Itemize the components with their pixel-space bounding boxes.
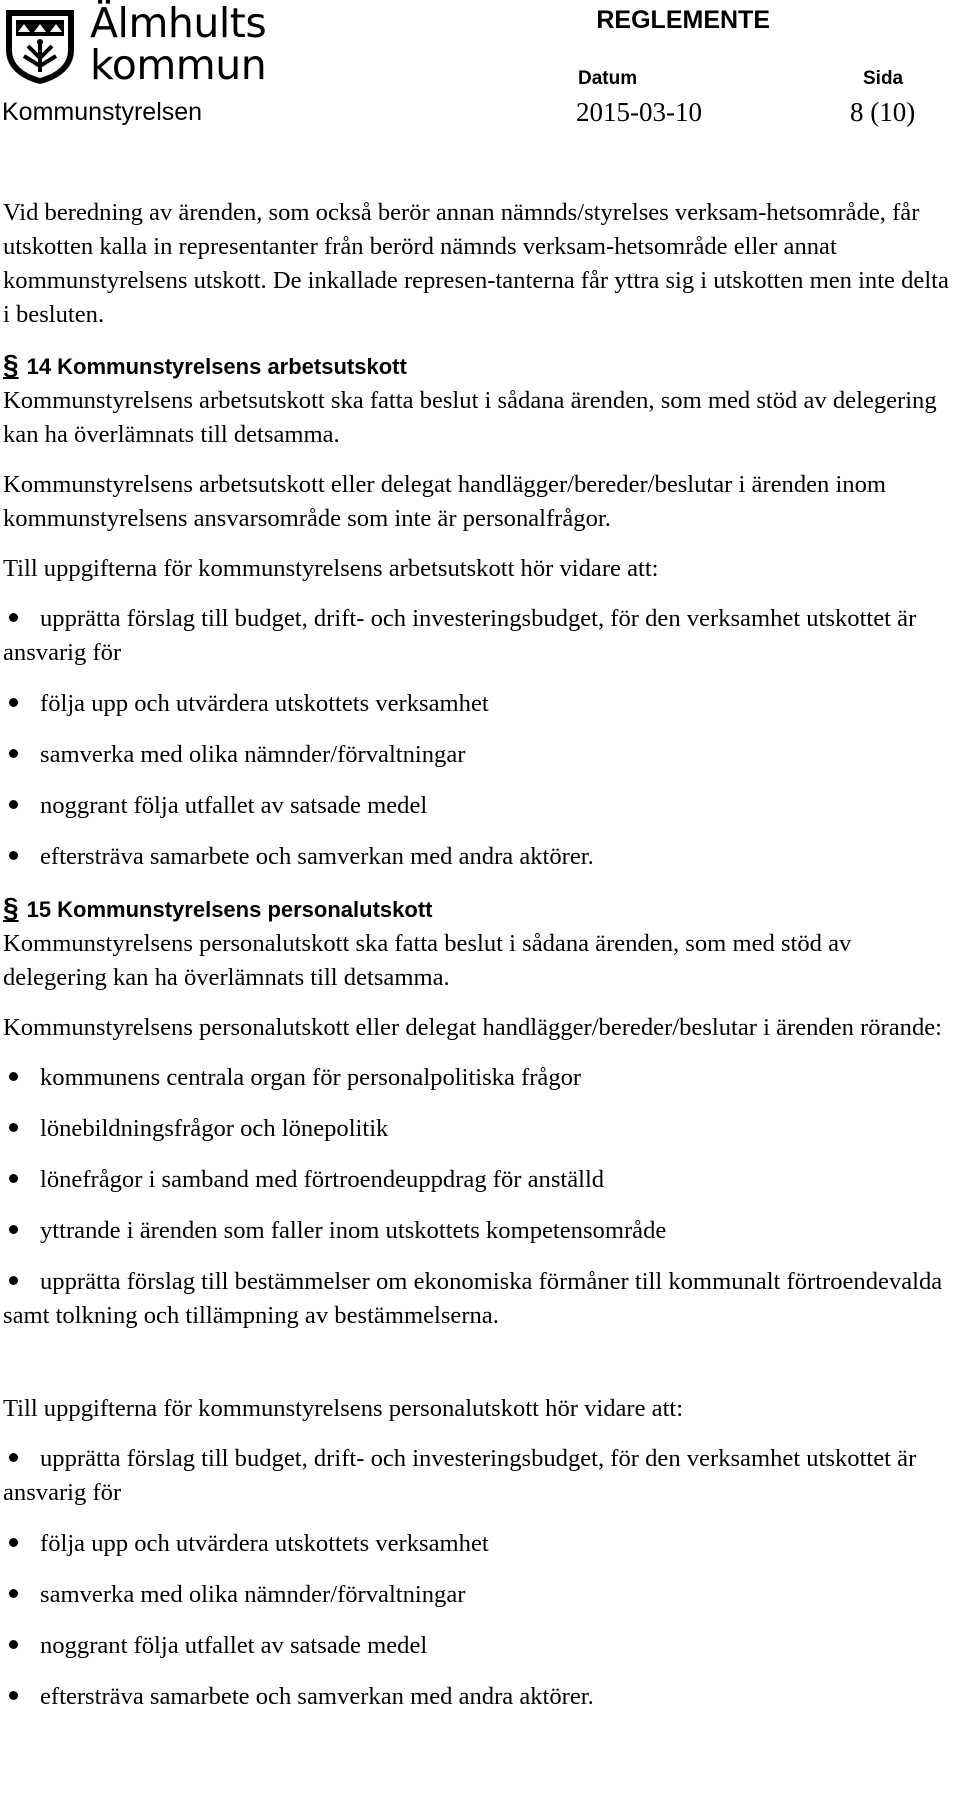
list-item-text: yttrande i ärenden som faller inom utskottets kompetensområde bbox=[40, 1217, 667, 1244]
list-item-text: noggrant följa utfallet av satsade medel bbox=[40, 792, 428, 819]
list-item bbox=[3, 1214, 953, 1248]
list-item bbox=[3, 687, 953, 721]
bullet-list bbox=[3, 1442, 953, 1714]
list-item-text: upprätta förslag till budget, drift- och investeringsbudget, för den verksamhet utskottet är ansvarig för bbox=[3, 605, 917, 666]
date-label: Datum bbox=[578, 68, 638, 89]
municipality-logo bbox=[2, 0, 267, 89]
document-type: REGLEMENTE bbox=[596, 6, 770, 34]
bullet-icon bbox=[9, 698, 18, 707]
list-item-text: eftersträva samarbete och samverkan med andra aktörer. bbox=[40, 1683, 594, 1710]
paragraph: Till uppgifterna för kommunstyrelsens personalutskott hör vidare att: bbox=[3, 1395, 684, 1422]
list-item bbox=[3, 789, 953, 823]
bullet-icon bbox=[9, 851, 18, 860]
paragraph: Kommunstyrelsens arbetsutskott eller delegat handlägger/bereder/beslutar i ärenden inom kommunstyrelsens ansvarsområde som inte är personalfrågor. bbox=[3, 471, 887, 532]
section-symbol: § bbox=[3, 892, 19, 923]
list-item-text: kommunens centrala organ för personalpolitiska frågor bbox=[40, 1064, 582, 1091]
organization-name: Kommunstyrelsen bbox=[2, 98, 203, 126]
list-item-text: följa upp och utvärdera utskottets verksamhet bbox=[40, 690, 489, 717]
list-item bbox=[3, 738, 953, 772]
list-item bbox=[3, 1112, 953, 1146]
list-item-text: följa upp och utvärdera utskottets verksamhet bbox=[40, 1530, 489, 1557]
spacer bbox=[3, 1350, 953, 1392]
bullet-icon bbox=[9, 1225, 18, 1234]
logo-line-1: Älmhults bbox=[90, 0, 267, 47]
section-heading bbox=[3, 891, 953, 927]
bullet-icon bbox=[9, 1691, 18, 1700]
date-value: 2015-03-10 bbox=[576, 97, 702, 127]
bullet-icon bbox=[9, 1123, 18, 1132]
list-item bbox=[3, 1680, 953, 1714]
bullet-icon bbox=[9, 1453, 18, 1462]
list-item bbox=[3, 1629, 953, 1663]
bullet-icon bbox=[9, 1072, 18, 1081]
list-item bbox=[3, 602, 953, 670]
document-body bbox=[3, 196, 953, 1731]
list-item bbox=[3, 840, 953, 874]
list-item bbox=[3, 1061, 953, 1095]
section-symbol: § bbox=[3, 349, 19, 380]
bullet-icon bbox=[9, 749, 18, 758]
paragraph: Kommunstyrelsens personalutskott ska fatta beslut i sådana ärenden, som med stöd av delegering kan ha överlämnats till detsamma. bbox=[3, 930, 852, 991]
logo-line-2: kommun bbox=[90, 41, 267, 89]
section-title: 15 Kommunstyrelsens personalutskott bbox=[26, 897, 433, 922]
list-item-text: lönefrågor i samband med förtroendeuppdrag för anställd bbox=[40, 1166, 605, 1193]
list-item-text: upprätta förslag till budget, drift- och investeringsbudget, för den verksamhet utskottet är ansvarig för bbox=[3, 1445, 917, 1506]
list-item-text: eftersträva samarbete och samverkan med andra aktörer. bbox=[40, 843, 594, 870]
list-item-text: lönebildningsfrågor och lönepolitik bbox=[40, 1115, 389, 1142]
bullet-icon bbox=[9, 1276, 18, 1285]
intro-paragraph: Vid beredning av ärenden, som också berör annan nämnds/styrelses verksam-hetsområde, får utskotten kalla in representanter från berörd nämnds verksam-hetsområde eller annat kommunstyrelsens utskott. De inkallade represen-tanterna får yttra sig i utskotten men inte delta i besluten. bbox=[3, 199, 949, 328]
list-item-text: noggrant följa utfallet av satsade medel bbox=[40, 1632, 428, 1659]
list-item bbox=[3, 1442, 953, 1510]
list-item bbox=[3, 1163, 953, 1197]
page-number: 8 (10) bbox=[850, 97, 916, 127]
section-heading bbox=[3, 348, 953, 384]
logo-wordmark bbox=[90, 0, 267, 89]
bullet-icon bbox=[9, 613, 18, 622]
bullet-icon bbox=[9, 1640, 18, 1649]
page-label: Sida bbox=[863, 68, 904, 89]
list-item bbox=[3, 1527, 953, 1561]
list-item-text: samverka med olika nämnder/förvaltningar bbox=[40, 741, 466, 768]
list-item bbox=[3, 1265, 953, 1333]
paragraph: Kommunstyrelsens arbetsutskott ska fatta beslut i sådana ärenden, som med stöd av delegering kan ha överlämnats till detsamma. bbox=[3, 387, 937, 448]
coat-of-arms-icon bbox=[2, 6, 78, 86]
paragraph: Till uppgifterna för kommunstyrelsens arbetsutskott hör vidare att: bbox=[3, 555, 659, 582]
bullet-icon bbox=[9, 800, 18, 809]
bullet-list bbox=[3, 602, 953, 874]
bullet-list bbox=[3, 1061, 953, 1333]
list-item bbox=[3, 1578, 953, 1612]
bullet-icon bbox=[9, 1538, 18, 1547]
bullet-icon bbox=[9, 1174, 18, 1183]
paragraph: Kommunstyrelsens personalutskott eller delegat handlägger/bereder/beslutar i ärenden rörande: bbox=[3, 1014, 943, 1041]
section-title: 14 Kommunstyrelsens arbetsutskott bbox=[26, 354, 407, 379]
list-item-text: upprätta förslag till bestämmelser om ekonomiska förmåner till kommunalt förtroendevalda samt tolkning och tillämpning av bestämmelserna. bbox=[3, 1268, 943, 1329]
list-item-text: samverka med olika nämnder/förvaltningar bbox=[40, 1581, 466, 1608]
bullet-icon bbox=[9, 1589, 18, 1598]
